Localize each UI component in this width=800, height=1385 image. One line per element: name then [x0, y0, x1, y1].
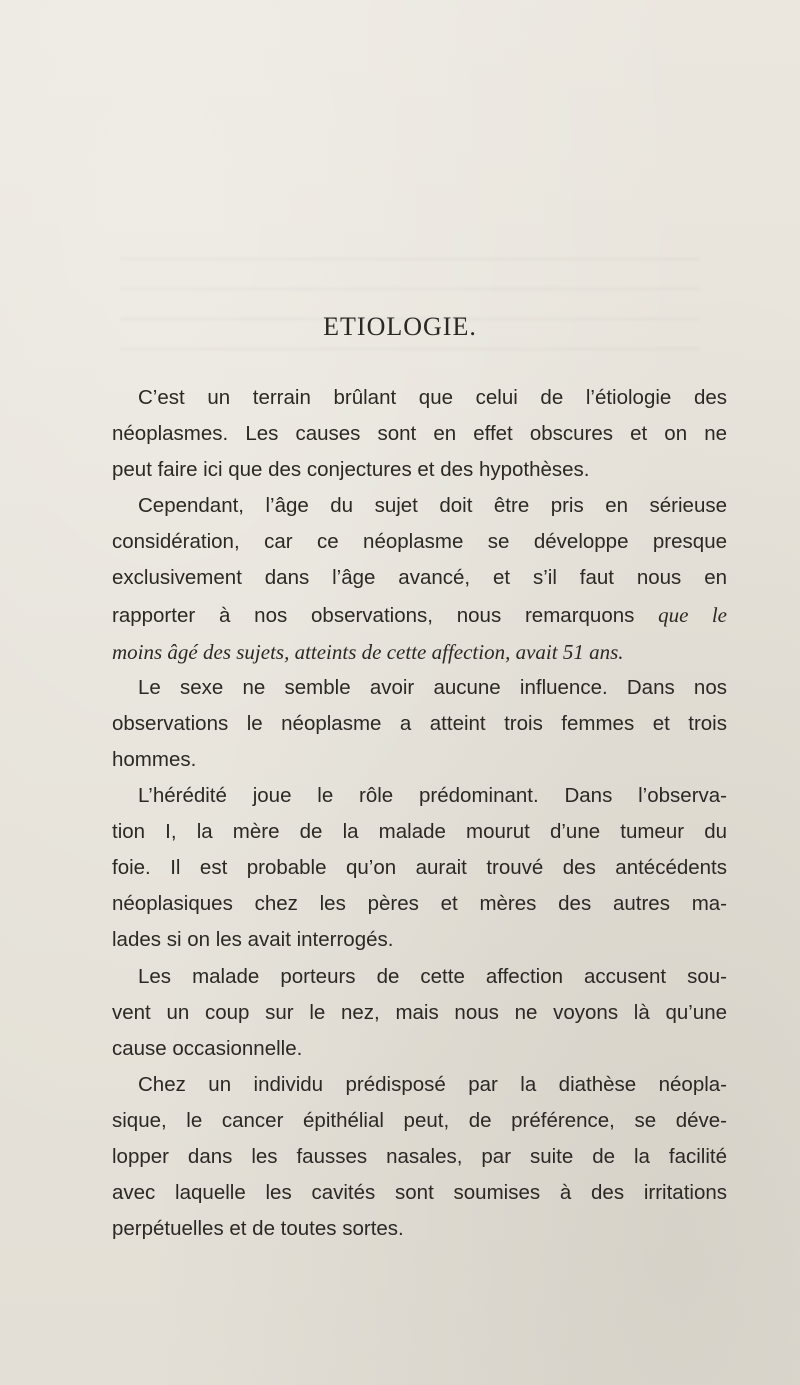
page-title: ETIOLOGIE. — [323, 312, 477, 341]
text-line: lades si on les avait interrogés. — [112, 928, 394, 952]
text-line: lopper dans les fausses nasales, par suite de la facilité — [112, 1144, 727, 1168]
text-line: Le sexe ne semble avoir aucune influence. Dans nos — [138, 675, 727, 699]
text-line: Chez un individu prédisposé par la diathèse néopla- — [138, 1072, 727, 1096]
text-line: foie. Il est probable qu’on aurait trouvé des antécédents — [112, 856, 727, 880]
body-text — [112, 380, 727, 1247]
text-line: peut faire ici que des conjectures et des hypothèses. — [112, 458, 590, 482]
text-line: perpétuelles et de toutes sortes. — [112, 1217, 404, 1241]
italic-text-segment: que le — [658, 602, 727, 627]
text-line: néoplasiques chez les pères et mères des autres ma- — [112, 892, 727, 916]
text-segment: rapporter à nos observations, nous remarquons — [112, 603, 659, 627]
text-line: sique, le cancer épithélial peut, de préférence, se déve- — [112, 1108, 727, 1132]
text-line: hommes. — [112, 747, 197, 771]
text-line: observations le néoplasme a atteint trois femmes et trois — [112, 711, 727, 735]
text-line: vent un coup sur le nez, mais nous ne voyons là qu’une — [112, 1000, 727, 1024]
text-line: avec laquelle les cavités sont soumises à des irritations — [112, 1181, 727, 1205]
text-line — [112, 597, 727, 634]
text-line: L’hérédité joue le rôle prédominant. Dans l’observa- — [138, 784, 727, 808]
text-line: Les malade porteurs de cette affection accusent sou- — [138, 964, 727, 988]
text-line: Cependant, l’âge du sujet doit être pris en sérieuse — [138, 494, 727, 518]
text-line: cause occasionnelle. — [112, 1036, 303, 1060]
italic-text-line: moins âgé des sujets, atteints de cette affection, avait 51 ans. — [112, 639, 624, 664]
text-line: tion I, la mère de la malade mourut d’une tumeur du — [112, 820, 727, 844]
text-line: exclusivement dans l’âge avancé, et s’il faut nous en — [112, 566, 727, 590]
text-line: C’est un terrain brûlant que celui de l’étiologie des — [138, 386, 727, 409]
text-line: considération, car ce néoplasme se développe presque — [112, 530, 727, 554]
text-line: néoplasmes. Les causes sont en effet obscures et on ne — [112, 422, 727, 446]
